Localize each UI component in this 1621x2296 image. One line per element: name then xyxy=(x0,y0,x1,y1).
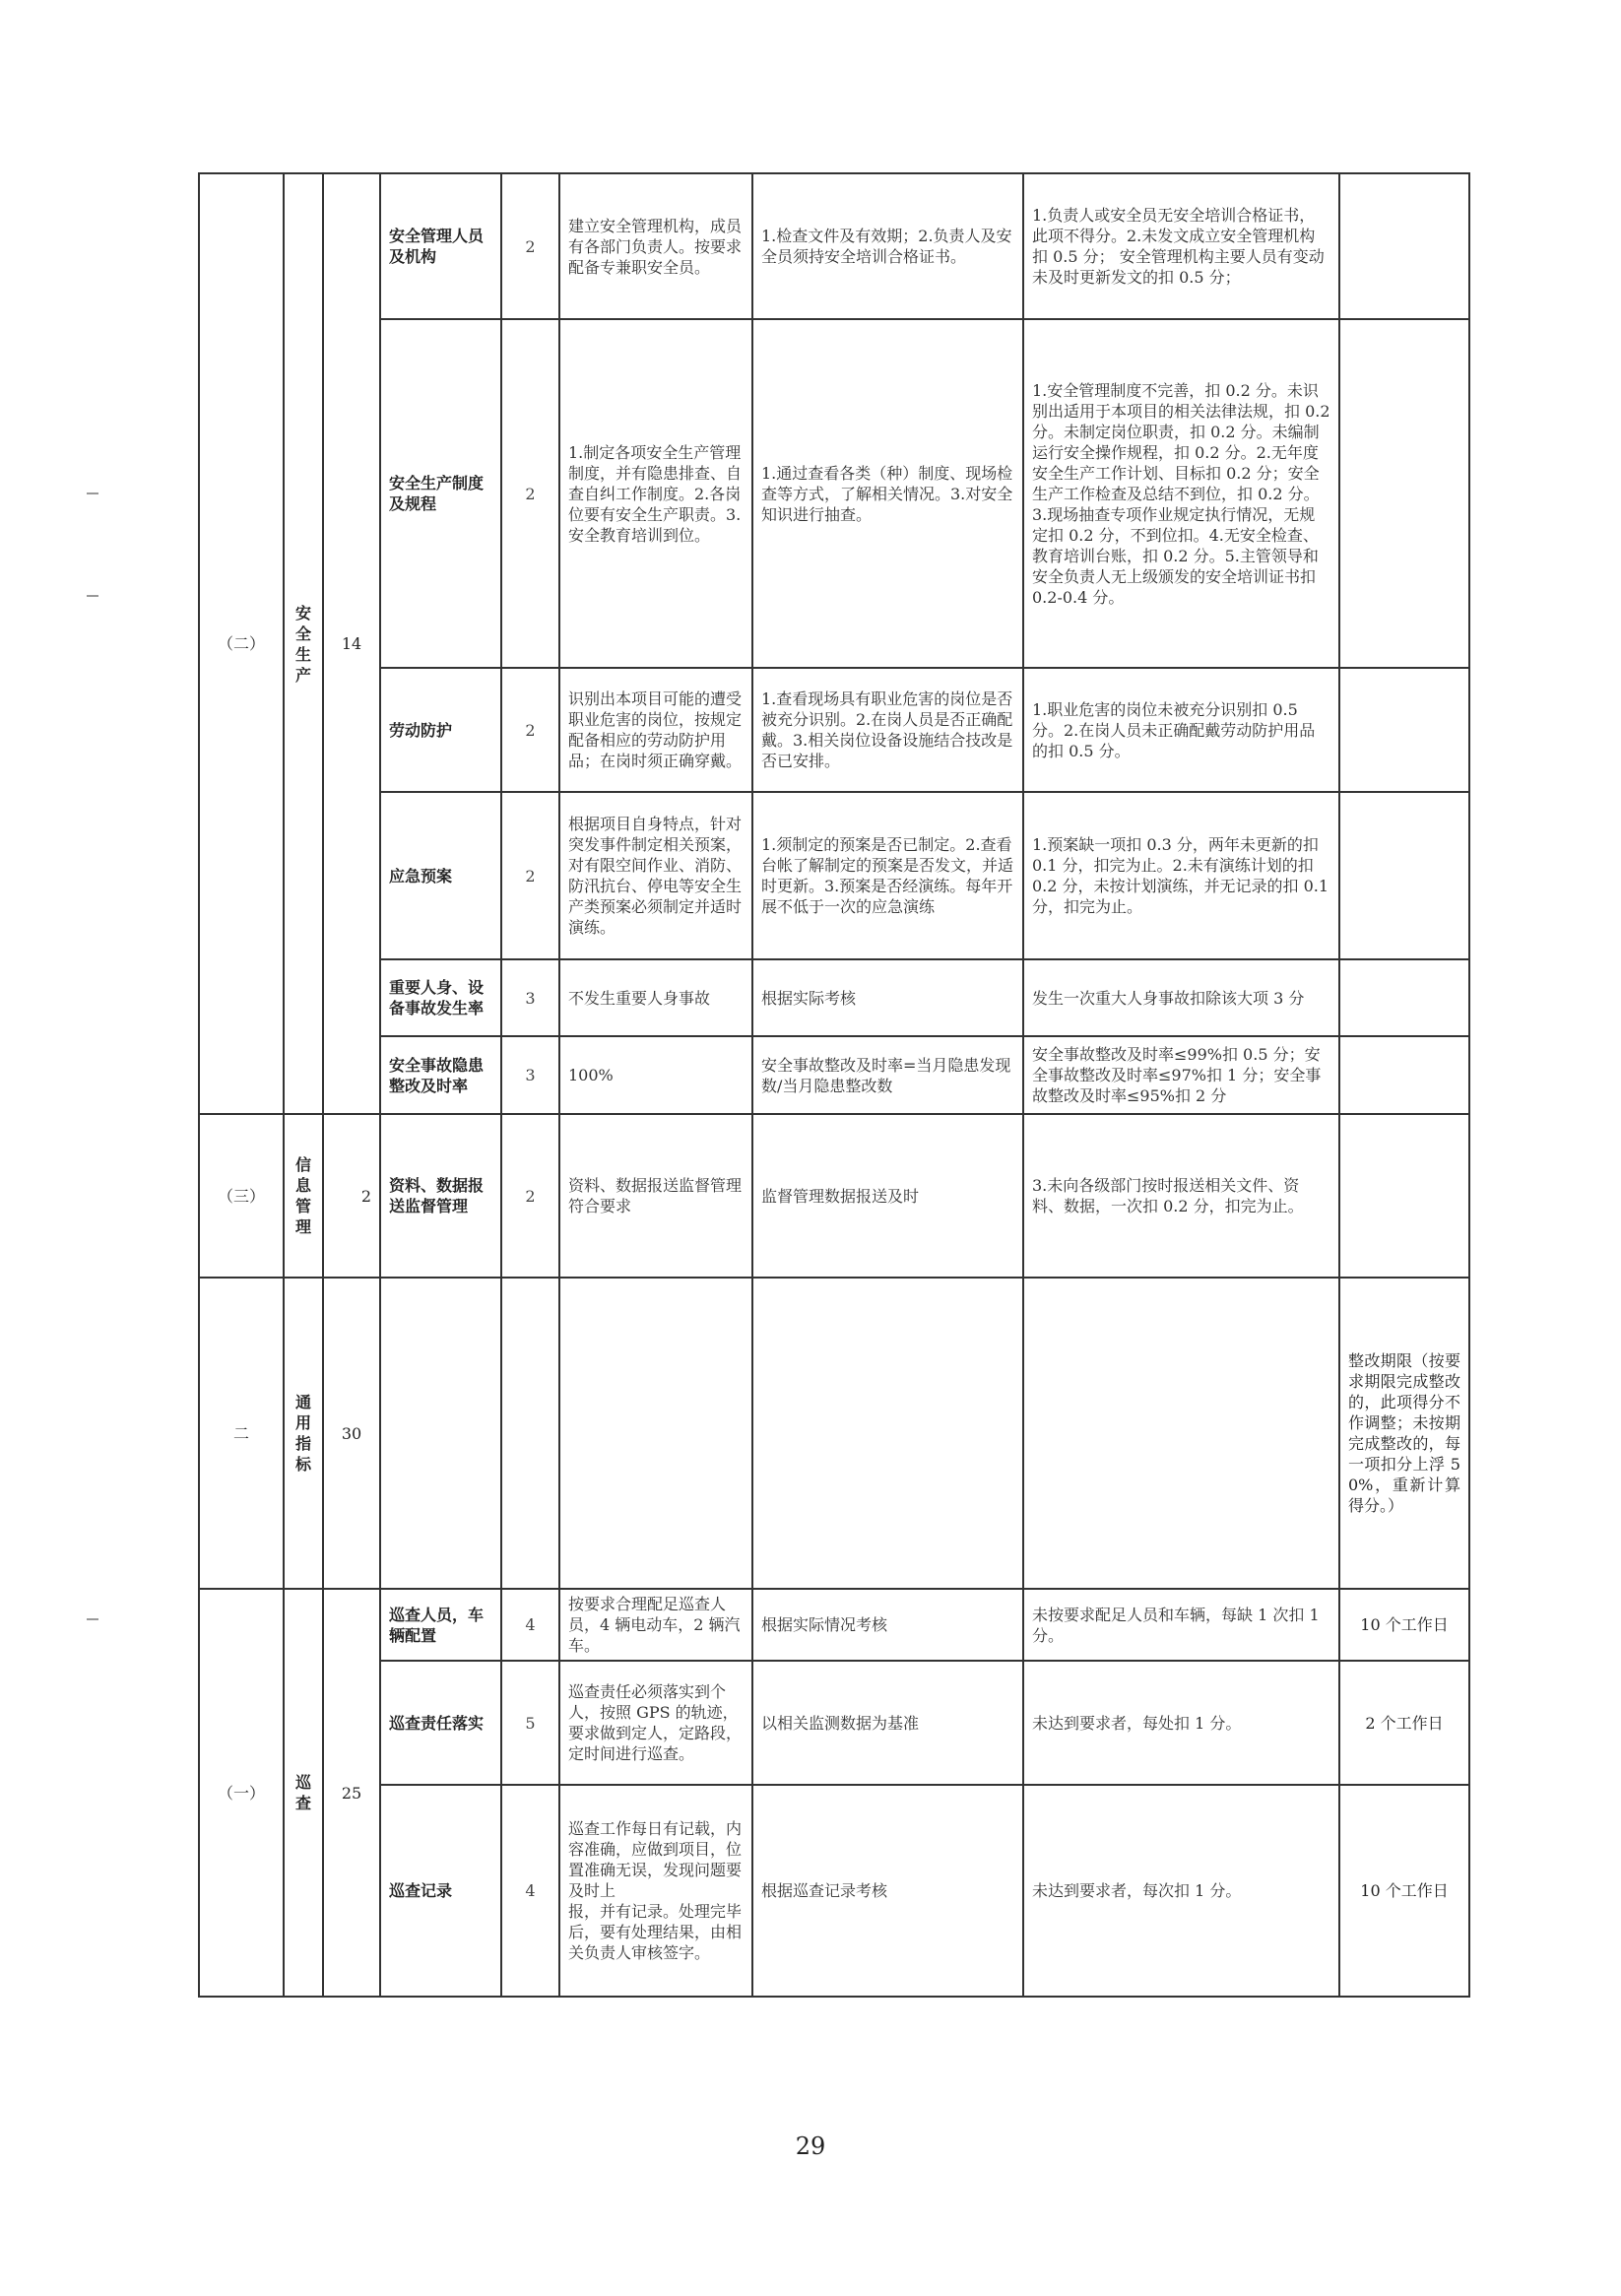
item-name: 安全管理人员及机构 xyxy=(380,173,501,319)
table-row xyxy=(199,792,1469,959)
item-points: 2 xyxy=(501,668,559,792)
table-row xyxy=(199,1785,1469,1997)
item-deadline: 10 个工作日 xyxy=(1339,1785,1469,1997)
item-standard: 识别出本项目可能的遭受职业危害的岗位，按规定配备相应的劳动防护用品；在岗时须正确穿戴。 xyxy=(559,668,752,792)
item-name: 巡查人员，车辆配置 xyxy=(380,1589,501,1661)
margin-mark xyxy=(87,492,98,494)
margin-mark xyxy=(87,1618,98,1620)
category-label: 通用指标 xyxy=(284,1278,323,1589)
item-deduction: 未按要求配足人员和车辆，每缺 1 次扣 1 分。 xyxy=(1023,1589,1339,1661)
item-standard: 按要求合理配足巡查人员，4 辆电动车，2 辆汽车。 xyxy=(559,1589,752,1661)
category-score: 2 xyxy=(323,1114,380,1278)
item-deadline xyxy=(1339,959,1469,1036)
item-standard: 不发生重要人身事故 xyxy=(559,959,752,1036)
table-row xyxy=(199,668,1469,792)
item-method: 1.须制定的预案是否已制定。2.查看台帐了解制定的预案是否发文，并适时更新。3.预案是否经演练。每年开展不低于一次的应急演练 xyxy=(752,792,1023,959)
item-points: 5 xyxy=(501,1661,559,1785)
item-method: 1.检查文件及有效期；2.负责人及安全员须持安全培训合格证书。 xyxy=(752,173,1023,319)
table-row xyxy=(199,959,1469,1036)
item-standard: 资料、数据报送监督管理符合要求 xyxy=(559,1114,752,1278)
item-name: 巡查记录 xyxy=(380,1785,501,1997)
table-row xyxy=(199,173,1469,319)
item-standard: 根据项目自身特点，针对突发事件制定相关预案，对有限空间作业、消防、防汛抗台、停电等安全生产类预案必须制定并适时演练。 xyxy=(559,792,752,959)
item-points xyxy=(501,1278,559,1589)
item-deadline xyxy=(1339,173,1469,319)
category-label: 信息管理 xyxy=(284,1114,323,1278)
item-points: 4 xyxy=(501,1785,559,1997)
category-label: 巡查 xyxy=(284,1589,323,1997)
item-standard: 巡查责任必须落实到个人，按照 GPS 的轨迹，要求做到定人，定路段，定时间进行巡查。 xyxy=(559,1661,752,1785)
item-standard: 巡查工作每日有记载，内容准确，应做到项目，位置准确无误，发现问题要及时上 报，并有记录。处理完毕后，要有处理结果，由相关负责人审核签字。 xyxy=(559,1785,752,1997)
item-method: 根据实际考核 xyxy=(752,959,1023,1036)
table-row xyxy=(199,319,1469,668)
item-deduction: 未达到要求者，每次扣 1 分。 xyxy=(1023,1785,1339,1997)
margin-mark xyxy=(87,595,98,597)
item-points: 2 xyxy=(501,173,559,319)
category-score: 14 xyxy=(323,173,380,1114)
item-deduction: 1.预案缺一项扣 0.3 分，两年未更新的扣 0.1 分，扣完为止。2.未有演练计划的扣 0.2 分，未按计划演练，并无记录的扣 0.1 分，扣完为止。 xyxy=(1023,792,1339,959)
assessment-table xyxy=(198,172,1470,1998)
item-deadline xyxy=(1339,792,1469,959)
item-deadline: 2 个工作日 xyxy=(1339,1661,1469,1785)
item-deadline xyxy=(1339,668,1469,792)
item-deadline xyxy=(1339,1114,1469,1278)
item-standard: 建立安全管理机构，成员有各部门负责人。按要求配备专兼职安全员。 xyxy=(559,173,752,319)
remark-cell: 整改期限（按要求期限完成整改的，此项得分不作调整；未按期完成整改的，每一项扣分上浮 50%，重新计算得分。） xyxy=(1339,1278,1469,1589)
table-row xyxy=(199,1036,1469,1114)
item-deduction: 3.未向各级部门按时报送相关文件、资料、数据，一次扣 0.2 分，扣完为止。 xyxy=(1023,1114,1339,1278)
item-method: 1.通过查看各类（种）制度、现场检查等方式，了解相关情况。3.对安全知识进行抽查。 xyxy=(752,319,1023,668)
item-method: 根据巡查记录考核 xyxy=(752,1785,1023,1997)
item-points: 2 xyxy=(501,792,559,959)
table-row xyxy=(199,1114,1469,1278)
item-points: 3 xyxy=(501,959,559,1036)
item-method: 安全事故整改及时率=当月隐患发现数/当月隐患整改数 xyxy=(752,1036,1023,1114)
category-label: 安全生产 xyxy=(284,173,323,1114)
item-points: 2 xyxy=(501,1114,559,1278)
item-method: 以相关监测数据为基准 xyxy=(752,1661,1023,1785)
section-number: （二） xyxy=(199,173,284,1114)
item-deduction xyxy=(1023,1278,1339,1589)
item-points: 4 xyxy=(501,1589,559,1661)
item-deduction: 未达到要求者，每处扣 1 分。 xyxy=(1023,1661,1339,1785)
item-name: 安全事故隐患整改及时率 xyxy=(380,1036,501,1114)
item-deduction: 发生一次重大人身事故扣除该大项 3 分 xyxy=(1023,959,1339,1036)
section-number: （一） xyxy=(199,1589,284,1997)
item-deadline xyxy=(1339,319,1469,668)
item-name: 巡查责任落实 xyxy=(380,1661,501,1785)
item-name: 应急预案 xyxy=(380,792,501,959)
item-deadline: 10 个工作日 xyxy=(1339,1589,1469,1661)
item-name xyxy=(380,1278,501,1589)
item-points: 3 xyxy=(501,1036,559,1114)
section-number: 二 xyxy=(199,1278,284,1589)
item-deduction: 1.安全管理制度不完善，扣 0.2 分。未识别出适用于本项目的相关法律法规，扣 0.2 分。未制定岗位职责，扣 0.2 分。未编制运行安全操作规程，扣 0.2 分。2.无年度安全生产工作计划、目标扣 0.2 分；安全生产工作检查及总结不到位，扣 0.2 分。3.现场抽查专项作业规定执行情况，无规定扣 0.2 分，不到位扣。4.无安全检查、教育培训台账，扣 0.2 分。5.主管领导和安全负责人无上级颁发的安全培训证书扣 0.2-0.4 分。 xyxy=(1023,319,1339,668)
item-deduction: 1.负责人或安全员无安全培训合格证书，此项不得分。2.未发文成立安全管理机构扣 0.5 分； 安全管理机构主要人员有变动未及时更新发文的扣 0.5 分； xyxy=(1023,173,1339,319)
table-row xyxy=(199,1589,1469,1661)
section-number: （三） xyxy=(199,1114,284,1278)
table-row xyxy=(199,1661,1469,1785)
item-standard: 100% xyxy=(559,1036,752,1114)
item-name: 资料、数据报送监督管理 xyxy=(380,1114,501,1278)
page-number: 29 xyxy=(795,2132,826,2160)
item-points: 2 xyxy=(501,319,559,668)
category-score: 25 xyxy=(323,1589,380,1997)
item-name: 重要人身、设备事故发生率 xyxy=(380,959,501,1036)
item-method: 监督管理数据报送及时 xyxy=(752,1114,1023,1278)
item-deduction: 安全事故整改及时率≤99%扣 0.5 分；安全事故整改及时率≤97%扣 1 分；安全事故整改及时率≤95%扣 2 分 xyxy=(1023,1036,1339,1114)
item-method xyxy=(752,1278,1023,1589)
item-name: 安全生产制度及规程 xyxy=(380,319,501,668)
item-standard xyxy=(559,1278,752,1589)
item-deadline xyxy=(1339,1036,1469,1114)
table-row xyxy=(199,1278,1469,1589)
item-deduction: 1.职业危害的岗位未被充分识别扣 0.5 分。2.在岗人员未正确配戴劳动防护用品的扣 0.5 分。 xyxy=(1023,668,1339,792)
category-score: 30 xyxy=(323,1278,380,1589)
item-method: 1.查看现场具有职业危害的岗位是否被充分识别。2.在岗人员是否正确配戴。3.相关岗位设备设施结合技改是否已安排。 xyxy=(752,668,1023,792)
item-standard: 1.制定各项安全生产管理制度，并有隐患排查、自查自纠工作制度。2.各岗位要有安全生产职责。3.安全教育培训到位。 xyxy=(559,319,752,668)
item-method: 根据实际情况考核 xyxy=(752,1589,1023,1661)
item-name: 劳动防护 xyxy=(380,668,501,792)
